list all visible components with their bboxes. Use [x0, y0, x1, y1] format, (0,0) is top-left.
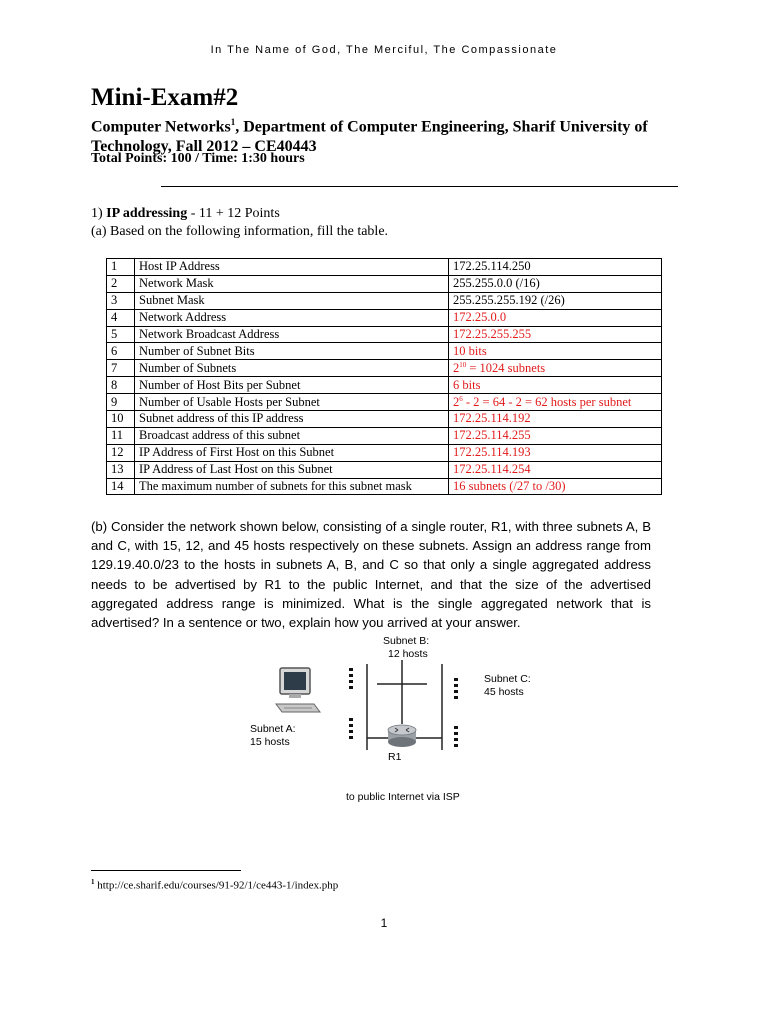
row-label: The maximum number of subnets for this subnet mask — [135, 478, 449, 495]
given-value: 172.25.114.250 — [449, 259, 662, 276]
answer-value: 10 bits — [449, 343, 662, 360]
isp-label: to public Internet via ISP — [346, 791, 460, 803]
row-number: 7 — [107, 360, 135, 377]
value-exponent: 10 — [459, 360, 467, 369]
answer-value: 6 bits — [449, 377, 662, 394]
header-line: In The Name of God, The Merciful, The Compassionate — [210, 44, 558, 56]
page-number: 1 — [380, 916, 388, 930]
exam-title: Mini-Exam#2 — [91, 84, 239, 111]
table-row — [107, 461, 662, 478]
row-number: 13 — [107, 461, 135, 478]
row-number: 1 — [107, 259, 135, 276]
course-name: Computer Networks — [91, 118, 231, 136]
table-row — [107, 478, 662, 495]
row-label: Number of Host Bits per Subnet — [135, 377, 449, 394]
given-value: 255.255.0.0 (/16) — [449, 275, 662, 292]
row-number: 5 — [107, 326, 135, 343]
row-number: 10 — [107, 411, 135, 428]
row-number: 2 — [107, 275, 135, 292]
row-number: 12 — [107, 444, 135, 461]
row-label: Network Address — [135, 309, 449, 326]
total-points: Total Points: 100 / Time: 1:30 hours — [91, 151, 305, 166]
row-label: IP Address of First Host on this Subnet — [135, 444, 449, 461]
table-row — [107, 343, 662, 360]
subnet-c-label-line1: Subnet C: — [484, 673, 531, 685]
row-number: 3 — [107, 292, 135, 309]
ip-addressing-table — [106, 258, 662, 495]
subnet-c-hosts — [454, 678, 458, 747]
subnet-c-label-line2: 45 hosts — [484, 686, 524, 698]
network-diagram — [242, 632, 542, 810]
part-b-text: (b) Consider the network shown below, consisting of a single router, R1, with three subnets A, B and C, with 15, 12, and 45 hosts respectively on these subnets. Assign an address range from 129.19.40.0/23 to the hosts in subnets A, B, and C so that only a single aggregated address needs to be advertised by R1 to the public Internet, and that the size of the advertised aggregated address range is minimized. What is the single aggregated network that is advertised? In a sentence or two, explain how you arrived at your answer. — [91, 519, 651, 631]
answer-value: 172.25.0.0 — [449, 309, 662, 326]
subnet-a-label-line1: Subnet A: — [250, 723, 296, 735]
answer-value: 172.25.114.254 — [449, 461, 662, 478]
answer-value: 172.25.255.255 — [449, 326, 662, 343]
answer-value: 172.25.114.192 — [449, 411, 662, 428]
table-row — [107, 275, 662, 292]
footnote — [91, 878, 338, 892]
given-value: 255.255.255.192 (/26) — [449, 292, 662, 309]
footnote-separator — [91, 870, 241, 871]
footnote-number: 1 — [91, 878, 95, 886]
row-number: 14 — [107, 478, 135, 495]
table-row — [107, 326, 662, 343]
table-row — [107, 292, 662, 309]
row-label: Number of Usable Hosts per Subnet — [135, 394, 449, 411]
answer-value — [449, 360, 662, 377]
row-number: 6 — [107, 343, 135, 360]
row-label: Broadcast address of this subnet — [135, 427, 449, 444]
table-row — [107, 377, 662, 394]
table-row — [107, 444, 662, 461]
subnet-a-label-line2: 15 hosts — [250, 736, 290, 748]
value-rest: = 1024 subnets — [466, 360, 546, 375]
row-label: Number of Subnet Bits — [135, 343, 449, 360]
value-base: 2 — [453, 394, 460, 409]
question-points: - 11 + 12 Points — [187, 206, 280, 221]
subnet-a-hosts — [349, 668, 353, 739]
row-label: Subnet address of this IP address — [135, 411, 449, 428]
router-icon — [388, 725, 416, 747]
table-row — [107, 360, 662, 377]
row-number: 9 — [107, 394, 135, 411]
answer-value: 16 subnets (/27 to /30) — [449, 478, 662, 495]
router-label: R1 — [388, 751, 402, 763]
row-label: Number of Subnets — [135, 360, 449, 377]
table-row — [107, 427, 662, 444]
part-a-instruction: (a) Based on the following information, fill the table. — [91, 224, 389, 239]
course-details: , Department of Computer Engineering, Sharif University of Technology, Fall 2012 – CE40443 — [91, 118, 648, 156]
answer-value — [449, 394, 662, 411]
row-label: Host IP Address — [135, 259, 449, 276]
footnote-mark: 1 — [230, 117, 236, 127]
answer-value: 172.25.114.193 — [449, 444, 662, 461]
separator-line — [161, 186, 678, 187]
row-label: IP Address of Last Host on this Subnet — [135, 461, 449, 478]
value-exponent: 6 — [459, 394, 463, 403]
value-base: 2 — [453, 360, 460, 375]
table-row — [107, 394, 662, 411]
question-topic: IP addressing — [106, 206, 188, 221]
footnote-url: http://ce.sharif.edu/courses/91-92/1/ce443-1/index.php — [94, 879, 339, 892]
computer-icon — [276, 668, 320, 712]
answer-value: 172.25.114.255 — [449, 427, 662, 444]
row-label: Network Broadcast Address — [135, 326, 449, 343]
row-label: Subnet Mask — [135, 292, 449, 309]
value-rest: - 2 = 64 - 2 = 62 hosts per subnet — [462, 394, 632, 409]
subnet-b-label-line2: 12 hosts — [388, 648, 428, 660]
row-number: 4 — [107, 309, 135, 326]
row-number: 8 — [107, 377, 135, 394]
row-label: Network Mask — [135, 275, 449, 292]
table-row — [107, 259, 662, 276]
table-row — [107, 411, 662, 428]
table-row — [107, 309, 662, 326]
question-number: 1) — [91, 206, 103, 221]
row-number: 11 — [107, 427, 135, 444]
question-1-heading — [91, 206, 280, 222]
subnet-b-label-line1: Subnet B: — [383, 635, 430, 647]
